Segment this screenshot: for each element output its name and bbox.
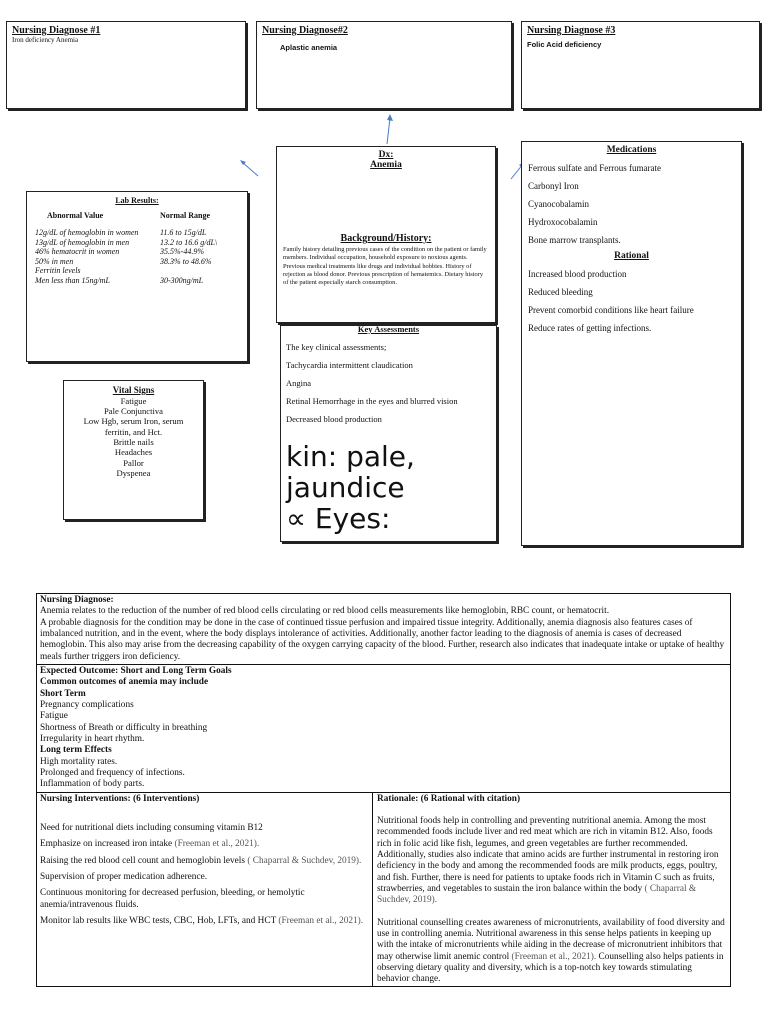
- arrow-to-diagnose-2-icon: [382, 112, 396, 146]
- list-item: Inflammation of body parts.: [40, 779, 145, 790]
- key-assessments-title: Key Assessments: [357, 325, 420, 334]
- nursing-diagnose-2-text: Aplastic anemia: [280, 43, 338, 52]
- nursing-diagnose-3-title: Nursing Diagnose #3: [527, 25, 616, 36]
- nursing-diagnose-3-box: [521, 21, 760, 109]
- nursing-diagnose-2-title: Nursing Diagnose#2: [262, 25, 348, 36]
- lab-row: 50% in men 38.3% to 48.6%: [35, 256, 212, 266]
- vital-sign-item: Pale Conjunctiva: [104, 406, 163, 417]
- vital-sign-item: ferritin, and Hct.: [104, 426, 163, 437]
- nursing-diagnose-1-text: Iron deficiency Anemia: [12, 36, 79, 44]
- subheading: Short Term: [40, 688, 86, 699]
- medication-item: Ferrous sulfate and Ferrous fumarate: [528, 163, 661, 173]
- nursing-diagnose-1-title: Nursing Diagnose #1: [12, 25, 101, 36]
- vital-sign-item: Pallor: [123, 457, 144, 468]
- vital-sign-item: Dyspenea: [116, 467, 151, 478]
- lab-row: 13g/dL of hemoglobin in men 13.2 to 16.6 g/dL\: [35, 237, 218, 247]
- rationale-paragraph: Nutritional foods help in controlling and preventing nutritional anemia. Among the most recommended foods include liver and red meat which are rich in vitamin B12. Also, foods rich in folic acid like fish, legumes, and green vegetables are further recommended. Additionally, studies also indicate that amino acids are further instrumental in restoring iron deficiency in the body and among the recommended foods are milk products, eggs, poultry, and fish. Further, there is need for patients to uptake foods rich in Vitamin C such as fruits, strawberries, and vegetables to sustain the iron balance within the body ( Chaparral & Suchdev, 2019).: [377, 815, 719, 906]
- subheading: Common outcomes of anemia may include: [40, 677, 209, 688]
- interventions-column: [37, 793, 373, 986]
- medication-item: Hydroxocobalamin: [528, 217, 598, 227]
- nursing-diagnose-3-text: Folic Acid deficiency: [527, 40, 602, 49]
- rational-item: Reduced bleeding: [528, 287, 593, 297]
- arrow-to-diagnose-1-icon: [236, 158, 264, 180]
- dx-value: Anemia: [370, 160, 402, 170]
- paragraph: A probable diagnosis for the condition may be done in the case of continued tissue perfusion and impaired tissue integrity. Additionally, anemia diagnosis also features cases of imbalanced nutrition, and in the event, where the body displays intolerance of activities. Additionally, another factor leading to the diagnosis of anemia is cases of decreased hemoglobin. This also may arise from the decreasing capability of the oxygen carrying capacity of the blood. Further, research also indicates that inadequate intake or uptake of healthy meals further triggers iron deficiency.: [40, 617, 725, 662]
- vital-signs-title: Vital Signs: [112, 385, 155, 395]
- key-assessments-box: [280, 325, 497, 542]
- section-heading: Nursing Interventions: (6 Interventions): [40, 793, 200, 804]
- list-item: Shortness of Breath or difficulty in breathing: [40, 722, 208, 733]
- expected-outcome-section: [37, 665, 730, 793]
- intervention-item: Emphasize on increased iron intake (Freeman et al., 2021).: [40, 839, 260, 850]
- lab-results-title: Lab Results:: [115, 196, 159, 205]
- rationale-paragraph: Nutritional counselling creates awareness of micronutrients, availability of food diversity and use in controlling anemia. Nutritional awareness in this sense helps patients in keeping up with the intake of micronutrients while aiding in the decrease of micronutrient inhibitors that may otherwise limit anemic control (Freeman et al., 2021). Counselling also helps patients in observing dietary quality and diversity, which is a top-notch key towards stimulating behavior change.: [377, 917, 725, 985]
- paragraph: Anemia relates to the reduction of the number of red blood cells circulating or red blood cells measurements like hemoglobin, RBC count, or hematocrit.: [40, 606, 610, 617]
- list-item: Prolonged and frequency of infections.: [40, 767, 185, 778]
- vital-sign-item: Low Hgb, serum Iron, serum: [83, 416, 184, 427]
- list-item: Fatigue: [40, 711, 68, 722]
- assessment-item: The key clinical assessments;: [286, 342, 387, 352]
- intervention-item: Monitor lab results like WBC tests, CBC, Hob, LFTs, and HCT (Freeman et al., 2021).: [40, 915, 364, 926]
- list-item: Pregnancy complications: [40, 699, 134, 710]
- medication-item: Carbonyl Iron: [528, 181, 579, 191]
- medication-item: Bone marrow transplants.: [528, 235, 621, 245]
- dx-label: Dx:: [378, 150, 394, 160]
- assessment-overflow-text: kin: pale, jaundice ∝ Eyes:: [286, 440, 415, 535]
- lab-col-abnormal: Abnormal Value: [47, 211, 104, 220]
- nursing-diagnose-1-box: [6, 21, 246, 109]
- rationale-column: [373, 793, 730, 986]
- section-heading: Nursing Diagnose:: [40, 595, 114, 605]
- diagnosis-box: [276, 146, 496, 323]
- lab-row: 12g/dL of hemoglobin in women 11.6 to 15g/dL: [35, 228, 207, 237]
- section-heading: Expected Outcome: Short and Long Term Goals: [40, 665, 232, 676]
- assessment-item: Decreased blood production: [286, 414, 382, 424]
- lab-row: 46% hematocrit in women 35.5%-44.9%: [35, 247, 204, 257]
- lab-col-normal: Normal Range: [160, 211, 210, 220]
- vital-signs-box: [63, 380, 204, 520]
- lab-results-box: [26, 191, 248, 362]
- list-item: Irregularity in heart rhythm.: [40, 733, 145, 744]
- background-text: Family history detailing previous cases of the condition on the patient or family members. Individual occupation, household exposure to noxious agents. Previous medical treatments like drugs and individual hobbies. History of rejection as blood donor. Previous prescription of hematemics. Dietary history of the patient especially starch consumption.: [283, 246, 487, 287]
- rational-item: Prevent comorbid conditions like heart failure: [528, 305, 694, 315]
- medications-box: [521, 141, 742, 546]
- medication-item: Cyanocobalamin: [528, 199, 589, 209]
- lab-row: Ferritin levels: [35, 266, 81, 276]
- rational-item: Increased blood production: [528, 269, 627, 279]
- vital-sign-item: Fatigue: [120, 395, 147, 406]
- lab-row: Men less than 15ng/mL 30-300ng/mL: [35, 275, 204, 285]
- intervention-item: Need for nutritional diets including consuming vitamin B12: [40, 822, 263, 833]
- section-heading: Rationale: (6 Rational with citation): [377, 793, 521, 804]
- rational-item: Reduce rates of getting infections.: [528, 323, 652, 333]
- intervention-item: Continuous monitoring for decreased perfusion, bleeding, or hemolytic anemia/intravenous fluids.: [40, 888, 305, 910]
- nursing-diagnose-section: [37, 594, 730, 665]
- intervention-item: Raising the red blood cell count and hemoglobin levels ( Chaparral & Suchdev, 2019).: [40, 855, 362, 866]
- vital-sign-item: Brittle nails: [113, 437, 154, 448]
- assessment-item: Tachycardia intermittent claudication: [286, 360, 413, 370]
- list-item: High mortality rates.: [40, 756, 118, 767]
- intervention-item: Supervision of proper medication adherence.: [40, 871, 208, 882]
- medications-title: Medications: [606, 145, 657, 155]
- care-plan-table: [36, 593, 731, 987]
- rational-title: Rational: [614, 251, 649, 261]
- subheading: Long term Effects: [40, 745, 112, 756]
- assessment-item: Retinal Hemorrhage in the eyes and blurred vision: [286, 396, 458, 406]
- background-title: Background/History:: [340, 233, 432, 244]
- nursing-diagnose-2-box: [256, 21, 512, 109]
- assessment-item: Angina: [286, 378, 312, 388]
- vital-sign-item: Headaches: [114, 447, 153, 458]
